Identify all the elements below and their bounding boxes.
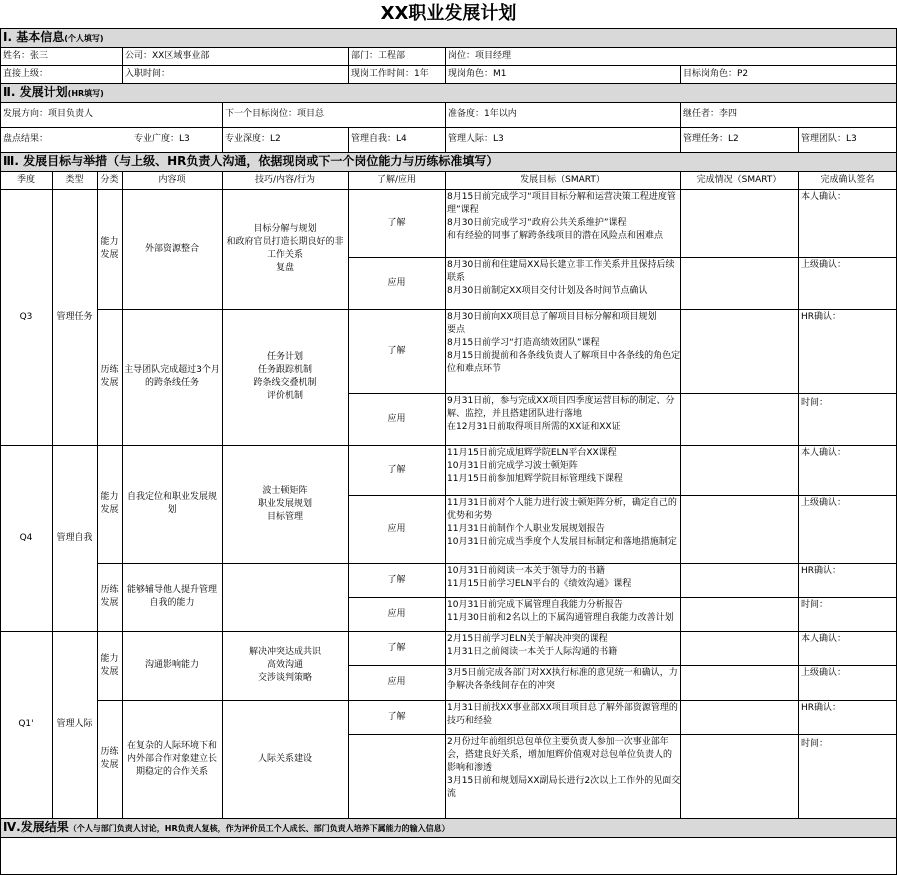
section-plan-note: (HR填写)	[67, 89, 104, 98]
skills-q1-practice: 人际关系建设	[257, 753, 312, 764]
section-result-label: Ⅳ.发展结果	[3, 820, 69, 834]
section-goals-header	[0, 152, 897, 171]
line-h-257	[348, 257, 897, 258]
skills-q3-practice: 任务计划 任务跟踪机制 跨条线交叠机制 评价机制	[253, 352, 317, 401]
header-category: 分类	[100, 174, 119, 185]
line-h-495	[348, 495, 897, 496]
section-basic-label: Ⅰ. 基本信息	[3, 30, 65, 44]
sign-q3-self: 本人确认：	[801, 192, 847, 202]
header-skills: 技巧/内容/行为	[254, 174, 316, 185]
line-h-102	[0, 102, 897, 103]
line-v-table-97	[97, 171, 98, 818]
sign-q3-supervisor: 上级确认：	[801, 260, 847, 270]
header-quarter: 季度	[16, 174, 35, 185]
basic-position: 岗位：项目经理	[448, 50, 512, 61]
line-h-127	[0, 127, 897, 128]
section-result-note: （个人与部门负责人讨论，HR负责人复核，作为评价员工个人成长、部门负责人培养下属能力的输入信息）	[68, 824, 450, 833]
understand-q1-practice: 了解	[387, 711, 406, 722]
line-h-q3-group	[97, 309, 897, 310]
sign-q4-hr: HR确认：	[801, 566, 842, 576]
header-understand-apply: 了解/应用	[376, 174, 417, 185]
type-q3: 管理任务	[56, 311, 93, 322]
goal-q4-ability-apply: 11月31日前对个人能力进行波士顿矩阵分析，确定自己的 优势和劣势 11月31日前制作个人职业发展规划报告 10月31日前完成当季度个人发展目标制定和落地措施制定	[447, 498, 677, 547]
goal-q1-practice-apply: 2月份过年前组织总包单位主要负责人参加一次事业部年 会，搭建良好关系，增加旭辉价值观对总包单位负责人的 影响和渗透 3月15日前和规划局XX副局长进行2次以上工作外的见面交 流	[447, 737, 680, 799]
content-q4-ability: 自我定位和职业发展规 划	[126, 492, 217, 515]
skills-q4-ability: 波士顿矩阵 职业发展规划 目标管理	[257, 485, 312, 522]
skills-q1-ability: 解决冲突达成共识 高效沟通 交涉谈判策略	[248, 647, 321, 683]
content-q1-ability: 沟通影响能力	[144, 660, 199, 670]
goal-q4-ability-understand: 11月15日前完成旭辉学院ELN平台XX课程 10月31日前完成学习波士顿矩阵 11月15日前参加旭辉学院目标管理线下课程	[447, 448, 623, 484]
basic-name: 姓名：张三	[3, 50, 49, 61]
section-plan-header	[0, 83, 897, 102]
section-basic-note: (个人填写)	[64, 34, 104, 43]
goal-q1-ability-apply: 3月5日前完成各部门对XX执行标准的意见统一和确认，力 争解决各条线间存在的冲突	[447, 668, 678, 691]
plan-team-mgmt: 管理团队：L3	[801, 134, 857, 144]
header-sign: 完成确认签名	[820, 174, 875, 185]
line-h-47	[0, 47, 897, 48]
sign-q1-supervisor: 上级确认：	[801, 668, 847, 678]
plan-breadth: 专业广度：L3	[134, 134, 190, 144]
line-h-393	[348, 393, 897, 394]
goal-q4-practice-apply: 10月31日前完成下属管理自我能力分析报告 11月30日前和2名以上的下属沟通管理自我能力改善计划	[447, 600, 674, 623]
line-h-734	[348, 734, 897, 735]
goal-q3-ability-apply: 8月30日前和住建局XX局长建立非工作关系并且保持后续 联系 8月30日前制定XX项目交付计划及各时间节点确认	[447, 260, 675, 296]
category-q3-practice: 历练 发展	[100, 365, 119, 388]
line-v-basic-122	[122, 47, 123, 83]
quarter-q3: Q3	[19, 311, 33, 322]
basic-company: 公司：XX区域事业部	[125, 50, 210, 61]
line-v-table-122	[122, 171, 123, 818]
apply-q1-ability: 应用	[387, 677, 406, 687]
basic-supervisor: 直接上级：	[3, 68, 49, 79]
type-q1: 管理人际	[56, 719, 93, 729]
header-type: 类型	[65, 174, 84, 185]
goal-q3-practice-apply: 9月31日前，参与完成XX项目四季度运营目标的制定、分 解、监控，并且搭建团队进行落地 在12月31日前取得项目所需的XX证和XX证	[447, 396, 675, 432]
goal-q1-practice-understand: 1月31日前找XX事业部XX项目项目总了解外部资源管理的 技巧和经验	[447, 703, 678, 726]
line-v-table-222	[222, 171, 223, 818]
understand-q3-ability: 了解	[387, 217, 406, 228]
skills-q3-ability: 目标分解与规划 和政府官员打造长期良好的非 工作关系 复盘	[226, 224, 344, 273]
line-v-basic-680	[680, 65, 681, 83]
plan-task-mgmt: 管理任务：L2	[683, 134, 739, 144]
content-q4-practice: 能够辅导他人提升管理 自我的能力	[126, 585, 217, 608]
plan-ready-time: 准备度：1年以内	[448, 109, 517, 119]
quarter-q1: Q1'	[18, 719, 34, 729]
sign-q4-time: 时间：	[801, 600, 829, 610]
category-q4-ability: 能力 发展	[100, 492, 119, 515]
goal-q3-practice-understand: 8月30日前向XX项目总了解项目目标分解和项目规划 要点 8月15日前学习“打造高绩效团队”课程 8月15日前提前和各条线负责人了解项目中各条线的角色定 位和难点环节	[447, 312, 680, 374]
basic-department: 部门：工程部	[351, 50, 406, 61]
line-h-189	[0, 189, 897, 190]
sign-q1-time: 时间：	[801, 739, 829, 749]
sign-q4-supervisor: 上级确认：	[801, 498, 847, 508]
line-h-818	[0, 818, 897, 819]
line-h-837	[0, 837, 897, 838]
category-q1-practice: 历练 发展	[100, 747, 119, 770]
understand-q4-ability: 了解	[387, 464, 406, 475]
sign-q1-self: 本人确认：	[801, 634, 847, 644]
sign-q3-hr: HR确认：	[801, 312, 842, 322]
header-goal: 发展目标（SMART）	[520, 174, 605, 185]
line-v-plan-798	[798, 127, 799, 152]
plan-successor: 继任者：李四	[683, 109, 738, 119]
content-q3-practice: 主导团队完成超过3个月 的跨条线任务	[124, 365, 220, 388]
apply-q3-practice: 应用	[387, 413, 406, 424]
category-q1-ability: 能力 发展	[100, 653, 119, 677]
content-q3-ability: 外部资源整合	[144, 243, 199, 254]
line-h-597	[348, 597, 897, 598]
line-h-28	[0, 28, 897, 29]
line-v-plan-680	[680, 102, 681, 152]
page-title: XX职业发展计划	[380, 3, 517, 24]
line-h-83	[0, 83, 897, 84]
understand-q4-practice: 了解	[387, 574, 406, 585]
plan-self-mgmt: 管理自我：L4	[351, 134, 407, 144]
section-basic-header	[0, 28, 897, 47]
basic-tenure: 现岗工作时间：1年	[351, 68, 429, 79]
line-h-65	[0, 65, 897, 66]
section-result-header	[0, 818, 897, 837]
category-q4-practice: 历练 发展	[100, 585, 119, 608]
line-h-q4-group	[97, 563, 897, 564]
line-v-basic-348	[348, 47, 349, 83]
plan-depth: 专业深度：L2	[225, 134, 281, 144]
line-h-q3-q4	[0, 445, 897, 446]
plan-review: 盘点结果：	[3, 134, 49, 144]
line-v-basic-445	[445, 47, 446, 83]
line-v-plan-222a	[222, 102, 223, 152]
section-plan-label: Ⅱ. 发展计划	[3, 85, 68, 99]
apply-q4-ability: 应用	[387, 523, 406, 534]
frame-left	[0, 28, 1, 875]
line-h-q1-group	[97, 700, 897, 701]
goal-q4-practice-understand: 10月31日前阅读一本关于领导力的书籍 11月15日前学习ELN平台的《绩效沟通》课程	[447, 566, 632, 589]
header-completion: 完成情况（SMART）	[696, 174, 782, 185]
plan-people-mgmt: 管理人际：L3	[448, 134, 504, 144]
plan-next-position: 下一个目标岗位：项目总	[225, 109, 325, 119]
quarter-q4: Q4	[19, 532, 33, 543]
line-h-665	[348, 665, 897, 666]
section-goals-label: Ⅲ. 发展目标与举措（与上级、HR负责人沟通，依据现岗或下一个岗位能力与历练标准填写）	[3, 154, 499, 168]
goal-q3-ability-understand: 8月15日前完成学习“项目目标分解和运营决策工程进度管 理”课程 8月30日前完成学习“政府公共关系维护”课程 和有经验的同事了解跨条线项目的潜在风险点和困难点	[447, 192, 676, 241]
plan-direction: 发展方向：项目负责人	[3, 109, 94, 119]
sign-q3-time: 时间：	[801, 398, 829, 408]
line-v-plan-445	[445, 102, 446, 152]
basic-current-role: 现岗角色：M1	[448, 68, 507, 79]
understand-q3-practice: 了解	[387, 345, 406, 356]
goal-q1-ability-understand: 2月15日前学习ELN关于解决冲突的课程 1月31日之前阅读一本关于人际沟通的书籍	[447, 634, 618, 657]
sign-q4-self: 本人确认：	[801, 448, 847, 458]
category-q3-ability: 能力 发展	[100, 237, 119, 260]
apply-q3-ability: 应用	[387, 277, 406, 288]
sign-q1-hr: HR确认：	[801, 703, 842, 713]
line-v-plan-348	[348, 127, 349, 152]
header-content: 内容项	[158, 174, 186, 185]
apply-q4-practice: 应用	[387, 608, 406, 619]
basic-target-role: 目标岗角色：P2	[683, 68, 749, 79]
result-body[interactable]	[0, 837, 897, 874]
content-q1-practice: 在复杂的人际环境下和 内外部合作对象建立长 期稳定的合作关系	[126, 740, 217, 777]
type-q4: 管理自我	[56, 532, 93, 543]
line-h-171	[0, 171, 897, 172]
line-h-152	[0, 152, 897, 153]
understand-q1-ability: 了解	[387, 642, 406, 653]
basic-join-date: 入职时间：	[125, 68, 171, 79]
line-h-q4-q1	[0, 631, 897, 632]
line-v-table-52	[52, 171, 53, 818]
